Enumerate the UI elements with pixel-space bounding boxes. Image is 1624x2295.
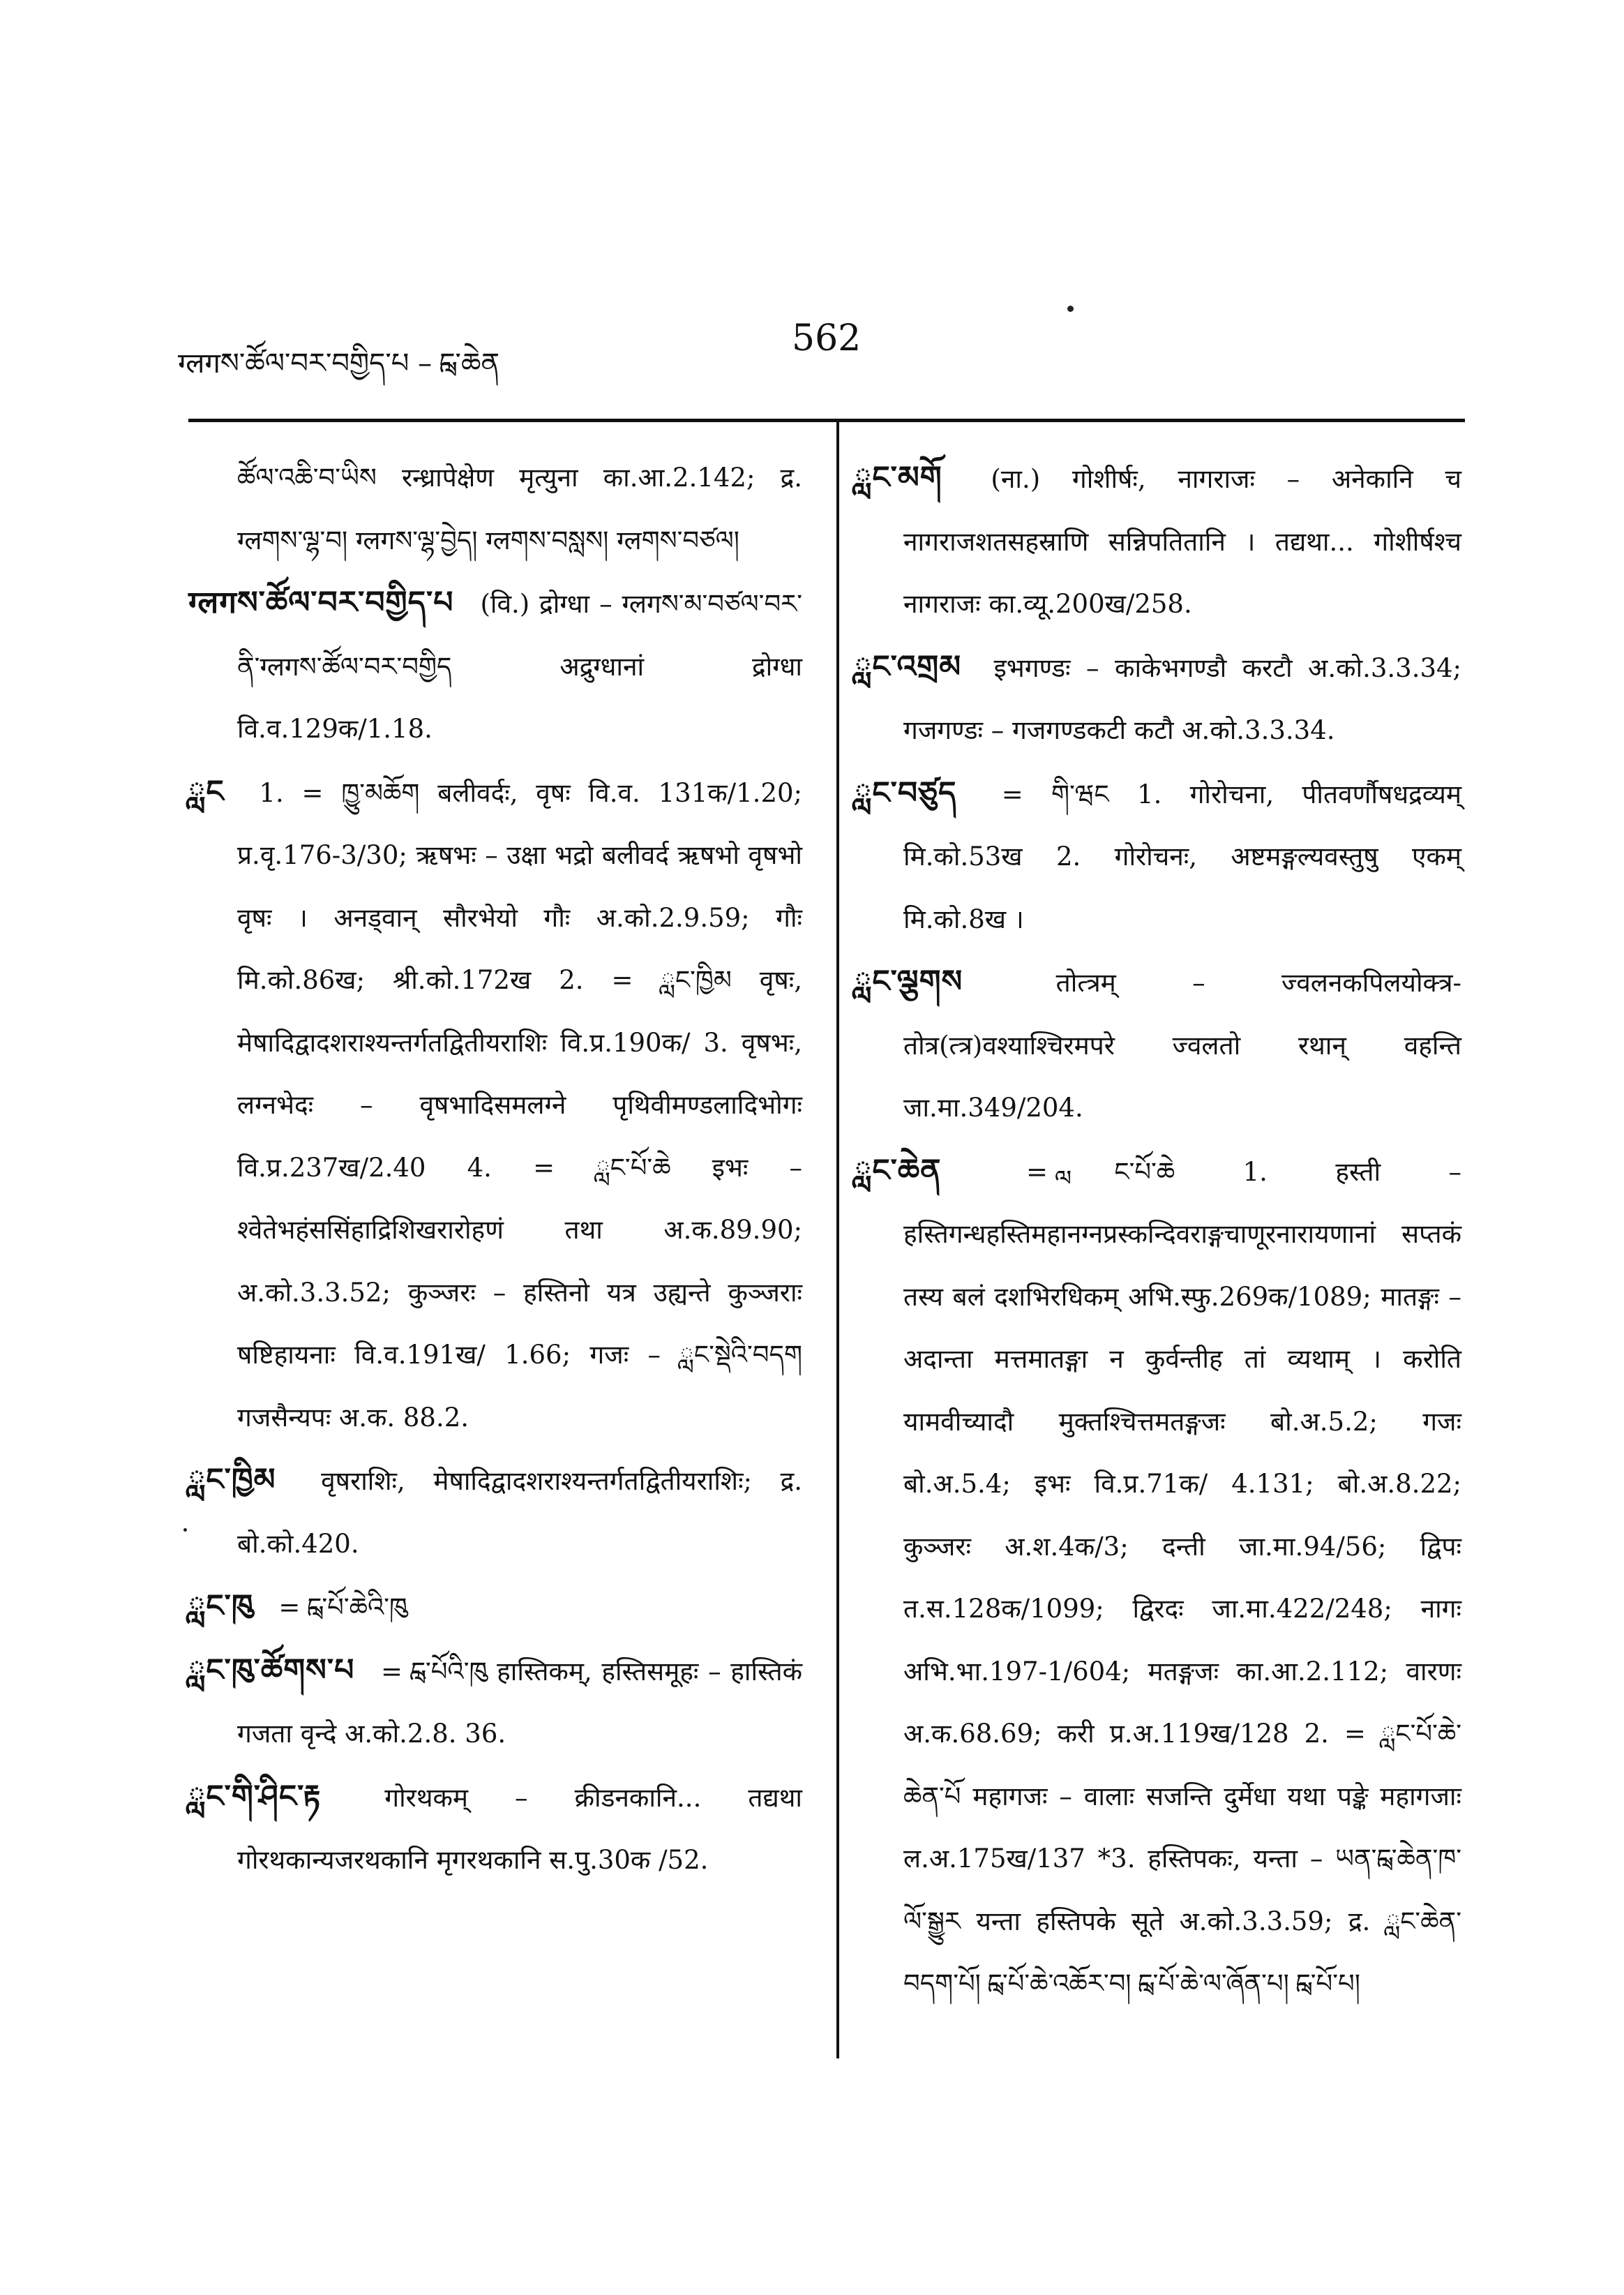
header-rule (188, 419, 1465, 422)
entry-text: = གི་ཝང 1. गोरोचना, पीतवर्णौषधद्रव्यम् मि.को.53ख 2. गोरोचनः, अष्टमङ्गल्यवस्तुषु एकम् मि.को.8ख । (903, 779, 1461, 934)
entry-headword: ླང་ཆེན (855, 1152, 942, 1188)
entry-text: ཚོལ་འཆི་བ་ཡིས रन्ध्रापेक्षेण मृत्युना का.आ.2.142; द्र. ग्लགས་ལྷ་བ། ग्लगས་ལྷ་བྱེད། ग्लགས་བསླས། ग्लགས་བཙལ། (237, 463, 802, 555)
entry-text: वृषराशिः, मेषादिद्वादशराश्यन्तर्गतद्वितीयराशिः; द्र. बो.को.420. (237, 1466, 802, 1559)
entry-text: 1. = ཁྱུ་མཆོག बलीवर्दः, वृषः वि.व. 131क/1.20; प्र.वृ.176-3/30; ऋषभः – उक्षा भद्रो बलीवर्द ऋषभो वृषभो वृषः । अनड्वान् सौरभेयो गौः अ.को.2.9.59; गौः मि.को.86ख; श्री.को.172ख 2. = ླང་ཁྱིམ वृषः, मेषादिद्वादशराश्यन्तर्गतद्वितीयराशिः वि.प्र.190क/ 3. वृषभः, लग्नभेदः – वृषभादिसमलग्ने पृथिवीमण्डलादिभोगः वि.प्र.237ख/2.40 4. = ླང་པོ་ཆེ इभः – श्वेतेभहंससिंहाद्रिशिखरारोहणं तथा अ.क.89.90; अ.को.3.3.52; कुञ्जरः – हस्तिनो यत्र उह्यन्ते कुञ्जराः षष्टिहायनाः वि.व.191ख/ 1.66; गजः – ླང་སྡེའི་བདག गजसैन्यपः अ.क. 88.2. (237, 777, 802, 1433)
entry-headword: ླང་ཁྱིམ (188, 1462, 276, 1497)
dictionary-entry (188, 1575, 802, 1639)
entry-text: (वि.) द्रोग्धा – ग्लगས་མ་བཙལ་བར་ནི་ग्लगས་ཚོལ་བར་བགྱིད अद्रुग्धानां द्रोग्धा वि.व.129क/1.18. (237, 589, 802, 744)
entry-headword: ླང་མགོ (855, 460, 942, 495)
page-number: 562 (792, 317, 862, 359)
entry-text: (ना.) गोशीर्षः, नागराजः – अनेकानि च नागराजशतसहस्राणि सन्निपतितानि । तद्यथा... गोशीर्षश्च नागराजः का.व्यू.200ख/258. (903, 464, 1462, 619)
dictionary-entry (188, 1765, 802, 1892)
entry-headword: ླང (188, 773, 225, 809)
entry-headword: ग्लगས་ཚོལ་བར་བགྱིད་པ (188, 585, 454, 620)
entry-headword: ླང་ཁུ (188, 1588, 254, 1624)
dictionary-entry (188, 571, 802, 761)
entry-headword: ླང་ལྕགས (855, 964, 963, 999)
left-column (188, 447, 802, 1892)
entry-headword: ླང་བཙུད (855, 775, 957, 811)
entry-text: = ླང་པོ་ཆེ 1. हस्ती – हस्तिगन्धहस्तिमहानग्नप्रस्कन्दिवराङ्गचाणूरनारायणानां सप्तकं तस्य बलं दशभिरधिकम् अभि.स्फु.269क/1089; मातङ्गः – अदान्ता मत्तमातङ्गा न कुर्वन्तीह तां व्यथाम् । करोति यामवीच्यादौ मुक्तश्चित्तमतङ्गजः बो.अ.5.2; गजः बो.अ.5.4; इभः वि.प्र.71क/ 4.131; बो.अ.8.22; कुञ्जरः अ.श.4क/3; दन्ती जा.मा.94/56; द्विपः त.स.128क/1099; द्विरदः जा.मा.422/248; नागः अभि.भा.197-1/604; मतङ्गजः का.आ.2.112; वारणः अ.क.68.69; करी प्र.अ.119ख/128 2. = ླང་པོ་ཆེ་ཆེན་པོ महागजः – वालाः सजन्ति दुर्मेधा यथा पङ्के महागजाः ल.अ.175ख/137 *3. हस्तिपकः, यन्ता – ཡན་ླང་ཆེན་ཁ་ལོ་སྒྱུར यन्ता हस्तिपके सूते अ.को.3.3.59; द्र. ླང་ཆེན་བདག་པོ། ླང་པོ་ཆེ་འཆོར་བ། ླང་པོ་ཆེ་ལ་ཞོན་པ། ླང་པོ་པ། (903, 1156, 1461, 1998)
dictionary-entry (855, 447, 1461, 636)
entry-headword: ླང་འགྲམ (855, 648, 962, 685)
dictionary-entry (855, 636, 1461, 762)
entry-headword: ླང་ཁུ་ཚོགས་པ (188, 1652, 355, 1688)
entry-text: इभगण्डः – काकेभगण्डौ करटौ अ.को.3.3.34; गजगण्डः – गजगण्डकटी कटौ अ.को.3.3.34. (903, 652, 1462, 745)
right-column (855, 447, 1461, 2015)
dictionary-entry (855, 950, 1461, 1139)
entry-text: गोरथकम् – क्रीडनकानि... तद्यथा गोरथकान्यजरथकानि मृगरथकानि स.पु.30क /52. (237, 1782, 803, 1875)
entry-text: तोत्त्रम् – ज्वलनकपिलयोक्त्र-तोत्र(त्त्र)वश्याश्चिरमपरे ज्वलतो रथान् वहन्ति जा.मा.349/204. (903, 968, 1461, 1123)
header-range: ग्लगས་ཚོལ་བར་བགྱིད་པ – ླང་ཆེན (178, 347, 500, 380)
dictionary-entry (188, 761, 802, 1449)
dictionary-entry (188, 1449, 802, 1575)
entry-continuation (188, 447, 802, 571)
column-divider (836, 422, 839, 2058)
dictionary-entry (188, 1639, 802, 1765)
page-header (178, 317, 1448, 380)
speck-mark (183, 1528, 187, 1532)
entry-text: = ླང་པོའི་ཁུ हास्तिकम्, हस्तिसमूहः – हास्तिकं गजता वृन्दे अ.को.2.8. 36. (237, 1656, 802, 1749)
entry-headword: ླང་གི་ཤིང་རྟ (188, 1778, 322, 1814)
dictionary-entry (855, 762, 1461, 951)
entry-text: = ླང་པོ་ཆེའི་ཁུ (278, 1592, 407, 1622)
speck-mark (1067, 306, 1074, 312)
dictionary-entry (855, 1139, 1461, 2015)
